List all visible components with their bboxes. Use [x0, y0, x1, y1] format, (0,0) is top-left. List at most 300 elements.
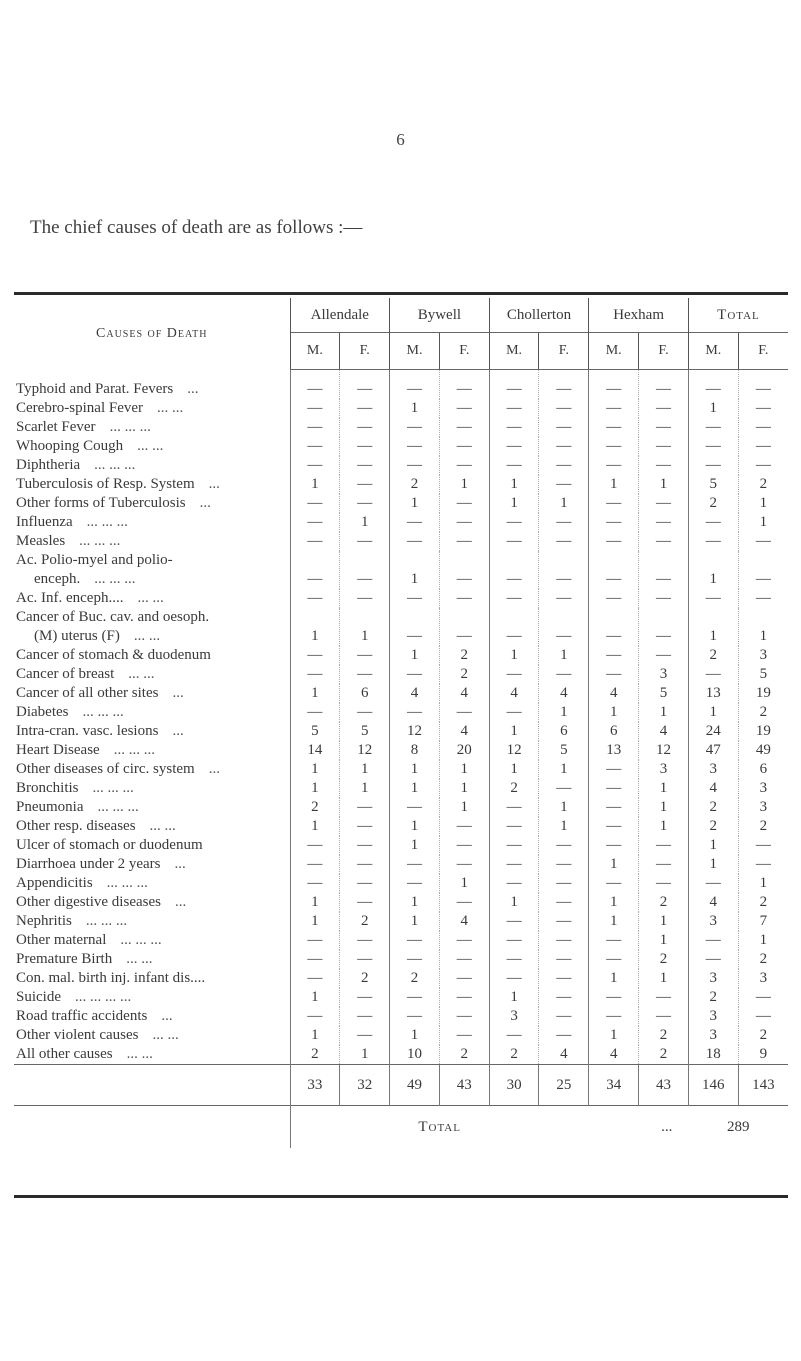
cause-cell: [14, 893, 290, 912]
count-cell: 4: [539, 1045, 589, 1065]
count-cell: 2: [290, 798, 340, 817]
count-cell: —: [390, 532, 440, 551]
count-cell: 2: [489, 779, 539, 798]
count-cell: 1: [589, 475, 639, 494]
count-cell: —: [340, 893, 390, 912]
count-cell: 4: [539, 684, 589, 703]
count-cell: 4: [390, 684, 440, 703]
district-header-hexham: Hexham: [589, 298, 689, 333]
count-cell: 9: [738, 1045, 788, 1065]
count-cell: —: [290, 437, 340, 456]
count-cell: —: [688, 532, 738, 551]
count-cell: —: [340, 874, 390, 893]
count-cell: 2: [738, 475, 788, 494]
page-number: 6: [396, 130, 405, 149]
count-cell: 1: [589, 1026, 639, 1045]
cause-row: [14, 855, 788, 874]
count-cell: —: [539, 779, 589, 798]
count-cell: —: [489, 836, 539, 855]
leader-dots: ...: [208, 476, 220, 492]
cause-row: [14, 532, 788, 551]
count-cell: —: [738, 988, 788, 1007]
count-cell: —: [738, 418, 788, 437]
count-cell: 1: [688, 608, 738, 646]
leader-dots: ... ... ...: [109, 419, 151, 435]
count-cell: 1: [639, 779, 689, 798]
count-cell: 18: [688, 1045, 738, 1065]
count-cell: —: [738, 551, 788, 589]
column-total: 146: [688, 1065, 738, 1106]
count-cell: —: [589, 817, 639, 836]
count-cell: —: [639, 836, 689, 855]
leader-dots: ...: [174, 894, 187, 910]
count-cell: 13: [589, 741, 639, 760]
cause-row: [14, 779, 788, 798]
count-cell: —: [340, 1026, 390, 1045]
count-cell: —: [390, 370, 440, 400]
count-cell: —: [688, 437, 738, 456]
count-cell: 2: [688, 817, 738, 836]
count-cell: —: [589, 950, 639, 969]
cause-cell: [14, 551, 290, 589]
leader-dots: ... ...: [128, 666, 155, 682]
count-cell: —: [439, 703, 489, 722]
count-cell: 1: [340, 760, 390, 779]
count-cell: —: [489, 608, 539, 646]
count-cell: 1: [390, 1026, 440, 1045]
count-cell: —: [589, 874, 639, 893]
cause-label: Appendicitis: [16, 875, 93, 891]
count-cell: 1: [738, 874, 788, 893]
cause-row: [14, 1045, 788, 1065]
count-cell: —: [340, 475, 390, 494]
count-cell: —: [539, 418, 589, 437]
count-cell: 3: [688, 969, 738, 988]
count-cell: 1: [639, 912, 689, 931]
count-cell: 1: [390, 836, 440, 855]
count-cell: 1: [688, 855, 738, 874]
count-cell: —: [639, 437, 689, 456]
count-cell: —: [489, 532, 539, 551]
count-cell: —: [539, 608, 589, 646]
count-cell: 12: [489, 741, 539, 760]
count-cell: 5: [340, 722, 390, 741]
cause-cell: [14, 874, 290, 893]
grand-total-value: 289: [688, 1106, 788, 1149]
cause-label: Other diseases of circ. system: [16, 761, 195, 777]
count-cell: 1: [340, 1045, 390, 1065]
cause-cell: [14, 437, 290, 456]
count-cell: —: [539, 893, 589, 912]
count-cell: 1: [290, 817, 340, 836]
count-cell: 47: [688, 741, 738, 760]
grand-total-dots: ...: [589, 1106, 689, 1149]
leader-dots: ... ... ...: [79, 533, 121, 549]
count-cell: 3: [688, 1026, 738, 1045]
count-cell: —: [439, 551, 489, 589]
count-cell: —: [439, 836, 489, 855]
count-cell: —: [340, 551, 390, 589]
cause-label: Cancer of stomach & duodenum: [16, 647, 211, 663]
count-cell: —: [539, 931, 589, 950]
count-cell: —: [539, 950, 589, 969]
count-cell: —: [439, 494, 489, 513]
column-total: 32: [340, 1065, 390, 1106]
count-cell: —: [439, 513, 489, 532]
count-cell: 3: [489, 1007, 539, 1026]
cause-cell: [14, 399, 290, 418]
count-cell: —: [539, 551, 589, 589]
leader-dots: ... ... ...: [106, 875, 148, 891]
count-cell: —: [390, 608, 440, 646]
count-cell: —: [390, 418, 440, 437]
count-cell: —: [639, 418, 689, 437]
count-cell: 49: [738, 741, 788, 760]
count-cell: 1: [290, 684, 340, 703]
count-cell: —: [439, 931, 489, 950]
count-cell: —: [439, 950, 489, 969]
count-cell: 1: [639, 931, 689, 950]
count-cell: 1: [340, 513, 390, 532]
count-cell: 2: [290, 1045, 340, 1065]
cause-row: [14, 494, 788, 513]
sex-header-male: M.: [688, 333, 738, 370]
count-cell: 1: [290, 608, 340, 646]
cause-cell: [14, 912, 290, 931]
cause-label: Scarlet Fever: [16, 419, 96, 435]
count-cell: —: [439, 817, 489, 836]
count-cell: 3: [688, 1007, 738, 1026]
count-cell: —: [639, 551, 689, 589]
count-cell: —: [340, 646, 390, 665]
sex-header-male: M.: [290, 333, 340, 370]
count-cell: —: [589, 608, 639, 646]
count-cell: 1: [290, 988, 340, 1007]
sex-header-female: F.: [639, 333, 689, 370]
count-cell: 1: [589, 855, 639, 874]
cause-cell: [14, 817, 290, 836]
cause-label: Premature Birth: [16, 951, 113, 967]
count-cell: 1: [290, 1026, 340, 1045]
count-cell: —: [390, 703, 440, 722]
count-cell: —: [738, 399, 788, 418]
count-cell: 3: [738, 779, 788, 798]
count-cell: 1: [439, 874, 489, 893]
count-cell: —: [290, 456, 340, 475]
count-cell: 1: [688, 551, 738, 589]
count-cell: —: [589, 494, 639, 513]
sex-header-male: M.: [589, 333, 639, 370]
count-cell: —: [539, 988, 589, 1007]
cause-row: [14, 836, 788, 855]
count-cell: 1: [589, 893, 639, 912]
count-cell: 1: [290, 779, 340, 798]
cause-cell: [14, 513, 290, 532]
cause-row: [14, 551, 788, 589]
count-cell: 2: [738, 950, 788, 969]
leader-dots: ... ...: [137, 590, 164, 606]
cause-cell: [14, 988, 290, 1007]
count-cell: —: [539, 475, 589, 494]
cause-cell: [14, 703, 290, 722]
count-cell: 2: [439, 1045, 489, 1065]
count-cell: —: [290, 513, 340, 532]
count-cell: 1: [639, 798, 689, 817]
count-cell: 1: [688, 399, 738, 418]
count-cell: 3: [639, 760, 689, 779]
cause-row: [14, 370, 788, 400]
count-cell: 4: [489, 684, 539, 703]
cause-cell: [14, 665, 290, 684]
cause-row: [14, 665, 788, 684]
cause-cell: [14, 722, 290, 741]
count-cell: —: [688, 513, 738, 532]
count-cell: —: [439, 418, 489, 437]
count-cell: —: [489, 665, 539, 684]
count-cell: —: [738, 370, 788, 400]
count-cell: —: [340, 370, 390, 400]
cause-row: [14, 703, 788, 722]
count-cell: 7: [738, 912, 788, 931]
count-cell: 2: [738, 817, 788, 836]
count-cell: —: [539, 1026, 589, 1045]
count-cell: 4: [589, 684, 639, 703]
cause-label: Pneumonia: [16, 799, 84, 815]
cause-row: [14, 646, 788, 665]
count-cell: —: [340, 399, 390, 418]
count-cell: —: [639, 874, 689, 893]
totals-label-cell: [14, 1065, 290, 1106]
count-cell: —: [589, 399, 639, 418]
cause-row: [14, 741, 788, 760]
count-cell: —: [639, 532, 689, 551]
count-cell: —: [688, 456, 738, 475]
count-cell: —: [390, 665, 440, 684]
count-cell: —: [589, 418, 639, 437]
count-cell: 2: [688, 494, 738, 513]
cause-label: Cancer of all other sites: [16, 685, 159, 701]
count-cell: —: [489, 1026, 539, 1045]
sex-header-female: F.: [738, 333, 788, 370]
count-cell: —: [439, 855, 489, 874]
count-cell: 1: [489, 760, 539, 779]
count-cell: —: [539, 370, 589, 400]
count-cell: 1: [439, 779, 489, 798]
count-cell: 1: [340, 779, 390, 798]
count-cell: —: [290, 370, 340, 400]
count-cell: —: [340, 437, 390, 456]
count-cell: —: [589, 988, 639, 1007]
count-cell: 2: [489, 1045, 539, 1065]
count-cell: 1: [390, 551, 440, 589]
district-header-chollerton: Chollerton: [489, 298, 589, 333]
count-cell: 1: [489, 722, 539, 741]
cause-cell: [14, 760, 290, 779]
count-cell: —: [390, 1007, 440, 1026]
count-cell: —: [290, 836, 340, 855]
count-cell: 2: [738, 1026, 788, 1045]
count-cell: —: [489, 912, 539, 931]
count-cell: —: [439, 969, 489, 988]
count-cell: 1: [390, 779, 440, 798]
count-cell: 2: [639, 1026, 689, 1045]
sex-header-male: M.: [390, 333, 440, 370]
column-total: 143: [738, 1065, 788, 1106]
cause-cell: [14, 418, 290, 437]
count-cell: —: [290, 969, 340, 988]
leader-dots: ...: [172, 685, 184, 701]
column-total: 33: [290, 1065, 340, 1106]
count-cell: 3: [738, 798, 788, 817]
count-cell: —: [539, 589, 589, 608]
count-cell: 2: [639, 1045, 689, 1065]
count-cell: —: [639, 855, 689, 874]
count-cell: —: [539, 912, 589, 931]
cause-cell: [14, 456, 290, 475]
cause-label: Influenza: [16, 514, 73, 530]
sex-header-female: F.: [439, 333, 489, 370]
count-cell: —: [489, 551, 539, 589]
count-cell: 2: [639, 950, 689, 969]
count-cell: —: [290, 665, 340, 684]
count-cell: 4: [639, 722, 689, 741]
count-cell: —: [439, 456, 489, 475]
count-cell: 1: [539, 646, 589, 665]
cause-row: [14, 475, 788, 494]
cause-label-continued: (M) uterus (F): [34, 628, 120, 644]
count-cell: —: [340, 703, 390, 722]
count-cell: —: [738, 836, 788, 855]
count-cell: 1: [539, 703, 589, 722]
count-cell: —: [539, 532, 589, 551]
cause-label: Other resp. diseases: [16, 818, 136, 834]
count-cell: 2: [390, 969, 440, 988]
cause-cell: [14, 532, 290, 551]
cause-label: Other digestive diseases: [16, 894, 161, 910]
count-cell: —: [439, 437, 489, 456]
count-cell: 19: [738, 722, 788, 741]
count-cell: 1: [290, 475, 340, 494]
cause-row: [14, 874, 788, 893]
cause-label: Diabetes: [16, 704, 69, 720]
count-cell: —: [688, 950, 738, 969]
cause-label: Whooping Cough: [16, 438, 124, 454]
page-heading: The chief causes of death are as follows :—: [30, 217, 363, 238]
count-cell: 1: [390, 912, 440, 931]
count-cell: —: [340, 456, 390, 475]
count-cell: 1: [688, 836, 738, 855]
count-cell: 1: [489, 494, 539, 513]
count-cell: —: [439, 399, 489, 418]
count-cell: 3: [738, 646, 788, 665]
count-cell: —: [340, 418, 390, 437]
count-cell: 13: [688, 684, 738, 703]
count-cell: —: [738, 456, 788, 475]
count-cell: —: [340, 665, 390, 684]
count-cell: —: [340, 836, 390, 855]
count-cell: 1: [738, 494, 788, 513]
cause-label: Other violent causes: [16, 1027, 139, 1043]
cause-row: [14, 969, 788, 988]
leader-dots: ...: [172, 723, 184, 739]
count-cell: 2: [738, 703, 788, 722]
cause-row: [14, 589, 788, 608]
count-cell: —: [489, 399, 539, 418]
count-cell: —: [390, 950, 440, 969]
count-cell: 1: [639, 817, 689, 836]
count-cell: —: [290, 418, 340, 437]
count-cell: —: [439, 532, 489, 551]
cause-cell: [14, 494, 290, 513]
cause-label: Typhoid and Parat. Fevers: [16, 380, 174, 397]
count-cell: —: [489, 817, 539, 836]
count-cell: 1: [390, 494, 440, 513]
count-cell: —: [290, 931, 340, 950]
count-cell: —: [589, 532, 639, 551]
count-cell: —: [390, 988, 440, 1007]
cause-label: Other maternal: [16, 932, 107, 948]
count-cell: 6: [539, 722, 589, 741]
count-cell: 1: [340, 608, 390, 646]
leader-dots: ... ...: [149, 818, 176, 834]
count-cell: —: [439, 608, 489, 646]
cause-label: Cerebro-spinal Fever: [16, 400, 144, 416]
count-cell: —: [390, 874, 440, 893]
cause-cell: [14, 969, 290, 988]
cause-label: Cancer of breast: [16, 666, 115, 682]
cause-label: Con. mal. birth inj. infant dis....: [16, 970, 206, 986]
count-cell: —: [589, 513, 639, 532]
leader-dots: ...: [187, 380, 199, 397]
cause-label: Road traffic accidents: [16, 1008, 148, 1024]
cause-row: [14, 456, 788, 475]
count-cell: —: [489, 456, 539, 475]
leader-dots: ... ...: [126, 951, 153, 967]
count-cell: 1: [489, 893, 539, 912]
count-cell: —: [340, 532, 390, 551]
column-total: 34: [589, 1065, 639, 1106]
leader-dots: ... ... ...: [82, 704, 124, 720]
count-cell: —: [539, 399, 589, 418]
cause-row: [14, 1026, 788, 1045]
count-cell: 3: [639, 665, 689, 684]
count-cell: 1: [738, 513, 788, 532]
count-cell: 1: [290, 893, 340, 912]
count-cell: —: [589, 779, 639, 798]
count-cell: —: [639, 608, 689, 646]
cause-label: Ulcer of stomach or duodenum: [16, 837, 203, 853]
count-cell: 8: [390, 741, 440, 760]
count-cell: 2: [390, 475, 440, 494]
cause-label: Bronchitis: [16, 780, 79, 796]
cause-label: Diphtheria: [16, 457, 81, 473]
leader-dots: ...: [174, 856, 186, 872]
count-cell: —: [489, 969, 539, 988]
count-cell: 3: [688, 760, 738, 779]
count-cell: 1: [390, 893, 440, 912]
count-cell: —: [340, 988, 390, 1007]
count-cell: —: [688, 665, 738, 684]
cause-label: Heart Disease: [16, 742, 100, 758]
column-totals-row: [14, 1065, 788, 1106]
cause-row: [14, 1007, 788, 1026]
leader-dots: ... ... ...: [86, 514, 128, 530]
count-cell: 1: [639, 703, 689, 722]
count-cell: —: [340, 931, 390, 950]
count-cell: —: [589, 760, 639, 779]
count-cell: 2: [688, 988, 738, 1007]
count-cell: —: [439, 1026, 489, 1045]
